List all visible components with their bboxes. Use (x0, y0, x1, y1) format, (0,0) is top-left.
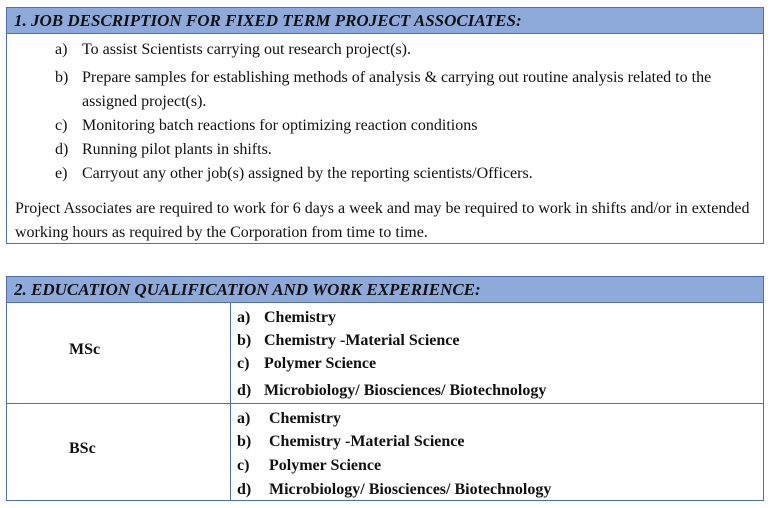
education-heading: 2. EDUCATION QUALIFICATION AND WORK EXPERIENCE: (7, 277, 763, 303)
subject-item (237, 306, 336, 329)
subject-label: d) (237, 382, 252, 399)
job-description-heading: 1. JOB DESCRIPTION FOR FIXED TERM PROJECT ASSOCIATES: (7, 8, 763, 34)
subject-text: Microbiology/ Biosciences/ Biotechnology (264, 382, 547, 399)
job-description-section (6, 7, 764, 244)
subject-text: Chemistry -Material Science (269, 433, 465, 450)
subject-label: c) (237, 457, 250, 474)
job-item-label: b) (55, 69, 69, 86)
subject-item (237, 454, 381, 477)
table-row (7, 404, 763, 500)
subject-text: Chemistry (269, 410, 341, 427)
job-item-text: Monitoring batch reactions for optimizing reaction conditions (82, 117, 478, 134)
subject-label: a) (237, 309, 251, 326)
job-item-text: To assist Scientists carrying out research project(s). (82, 41, 412, 58)
degree-cell: MSc (69, 341, 101, 358)
job-item-text: Carryout any other job(s) assigned by the reporting scientists/Officers. (82, 165, 533, 182)
subject-label: b) (237, 433, 252, 450)
degree-cell: BSc (69, 440, 96, 457)
subject-text: Polymer Science (269, 457, 382, 474)
subject-item (237, 352, 376, 375)
subject-item (237, 478, 551, 501)
subject-text: Chemistry -Material Science (264, 332, 460, 349)
subject-label: d) (237, 481, 252, 498)
job-item-text: Prepare samples for establishing methods of analysis & carrying out routine analysis related to the assigned project(s). (82, 69, 712, 110)
subject-item (237, 430, 464, 453)
working-hours-note: Project Associates are required to work for 6 days a week and may be required to work in shifts and/or in extended working hours as required by the Corporation from time to time. (15, 200, 750, 241)
subject-label: c) (237, 355, 250, 372)
job-item-label: c) (55, 117, 68, 134)
job-item-text: Running pilot plants in shifts. (82, 141, 272, 158)
subject-label: a) (237, 410, 251, 427)
table-row (7, 303, 763, 403)
subject-label: b) (237, 332, 252, 349)
job-item-label: d) (55, 141, 69, 158)
subject-text: Microbiology/ Biosciences/ Biotechnology (269, 481, 552, 498)
subject-item (237, 329, 459, 352)
subject-item (237, 407, 341, 430)
subject-text: Chemistry (264, 309, 336, 326)
job-item-label: a) (55, 41, 68, 58)
subject-item (237, 379, 546, 402)
subject-text: Polymer Science (264, 355, 377, 372)
education-section (6, 276, 764, 501)
job-item-label: e) (55, 165, 68, 182)
